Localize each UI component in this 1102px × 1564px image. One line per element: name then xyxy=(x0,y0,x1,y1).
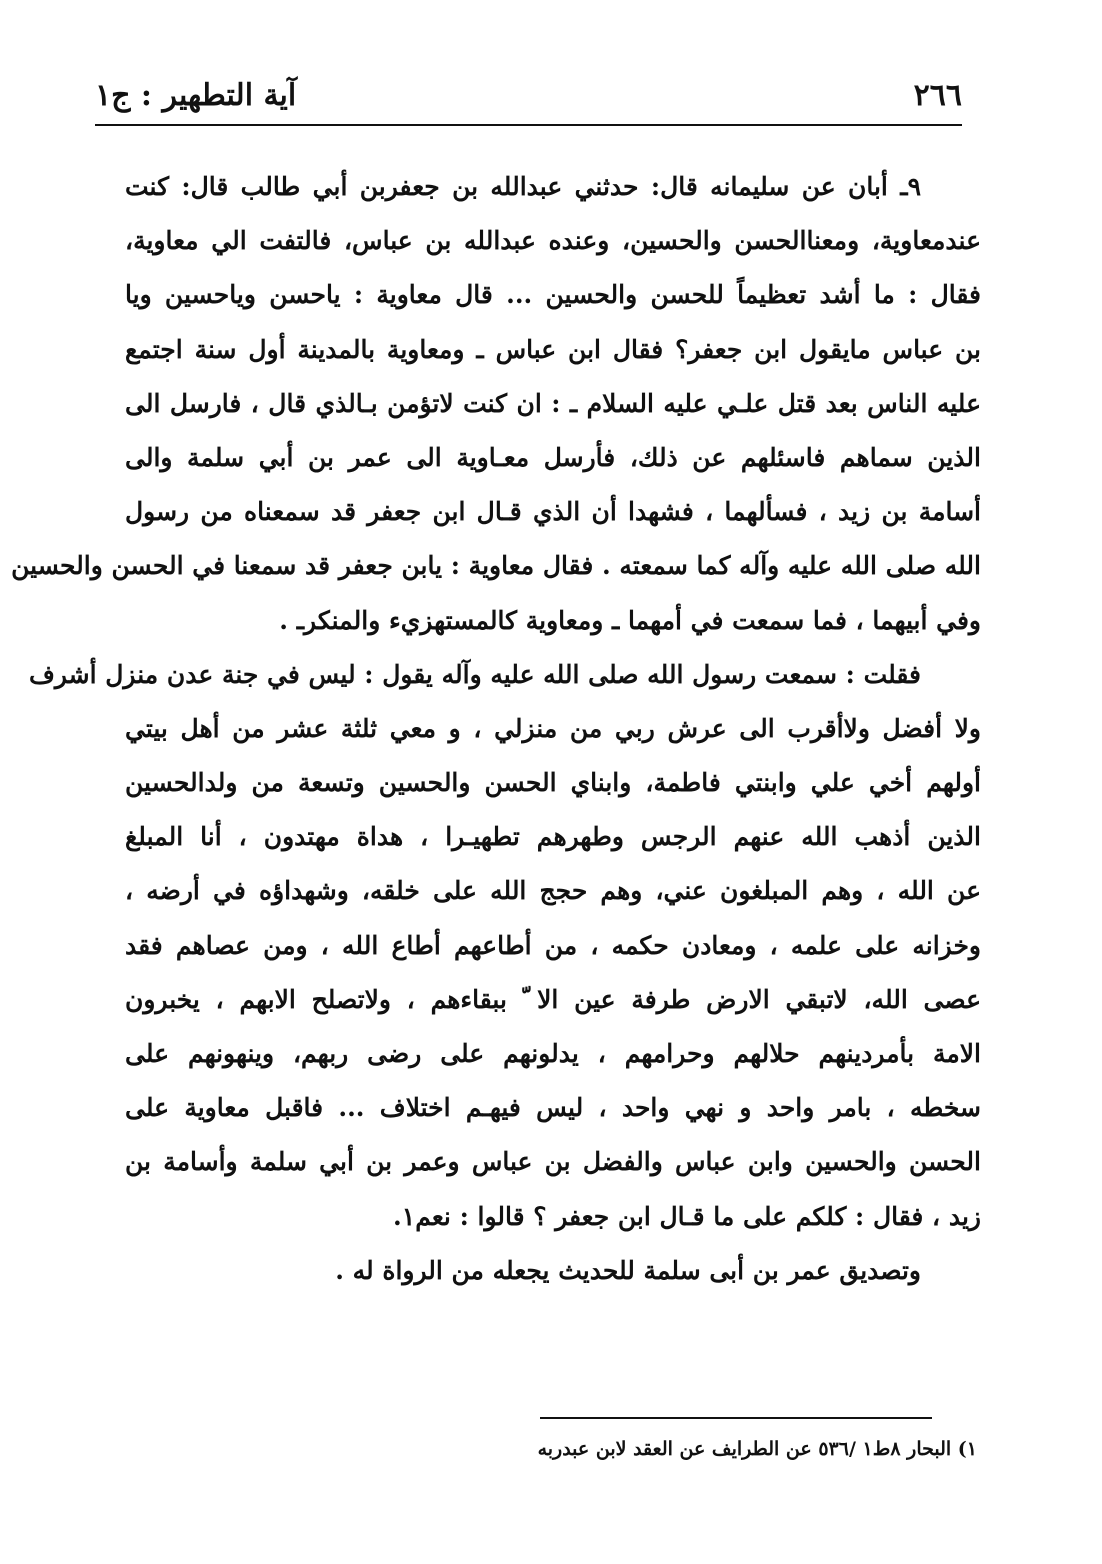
text-line: الامة بأمردينهم حلالهم وحرامهم ، يدلونهم على رضى ربهم، وينهونهم على xyxy=(125,1039,981,1068)
text-line: زيد ، فقال : كلكم على ما قـال ابن جعفر ؟ قالوا : نعم١. xyxy=(393,1201,981,1231)
text-line: أسامة بن زيد ، فسألهما ، فشهدا أن الذي قـال ابن جعفر قد سمعناه من رسول xyxy=(125,497,981,527)
text-line: وخزانه على علمه ، ومعادن حكمه ، من أطاعهم أطاع الله ، ومن عصاهم فقد xyxy=(125,930,981,960)
text-line: بن عباس مايقول ابن جعفر؟ فقال ابن عباس ـ ومعاوية بالمدينة أول سنة اجتمع xyxy=(125,334,982,364)
text-line: فقال : ما أشد تعظيماً للحسن والحسين ... قال معاوية : ياحسن وياحسين ويا xyxy=(125,280,981,310)
page-header xyxy=(95,70,962,120)
running-title: آية التطهير : ج١ xyxy=(95,77,297,113)
text-line: الذين سماهم فاسئلهم عن ذلك، فأرسل معـاوية الى عمر بن أبي سلمة والى xyxy=(125,442,981,472)
text-line: سخطه ، بامر واحد و نهي واحد ، ليس فيهـم اختلاف ... فاقبل معاوية على xyxy=(125,1093,981,1123)
footnote-divider xyxy=(540,1417,932,1419)
text-line: ٩ـ أبان عن سليمانه قال: حدثني عبدالله بن جعفربن أبي طالب قال: كنت xyxy=(125,172,921,201)
text-line: عن الله ، وهم المبلغون عني، وهم حجج الله على خلقه، وشهداؤه في أرضه ، xyxy=(125,876,981,906)
footnote: ١) البحار ٨ط١ /٥٣٦ عن الطرايف عن العقد لابن عبدربه xyxy=(537,1438,977,1460)
text-line: فقلت : سمعت رسول الله صلى الله عليه وآله يقول : ليس في جنة عدن منزل أشرف xyxy=(28,659,921,689)
page-number: ٢٦٦ xyxy=(913,77,962,113)
header-divider xyxy=(95,124,962,126)
text-line: الذين أذهب الله عنهم الرجس وطهرهم تطهيـرا ، هداة مهتدون ، أنا المبلغ xyxy=(125,822,981,852)
text-line: عصى الله، لاتبقي الارض طرفة عين الا ّ ببقاءهم ، ولاتصلح الابهم ، يخبرون xyxy=(125,984,981,1014)
main-text xyxy=(11,160,982,1298)
text-line: ولا أفضل ولاأقرب الى عرش ربي من منزلي ، و معي ثلثة عشر من أهل بيتي xyxy=(125,713,981,743)
text-line: وتصديق عمر بن أبى سلمة للحديث يجعله من الرواة له . xyxy=(335,1255,921,1285)
text-line: عليه الناس بعد قتل علـي عليه السلام ـ : ان كنت لاتؤمن بـالذي قال ، فارسل الى xyxy=(125,388,981,418)
text-line: الحسن والحسين وابن عباس والفضل بن عباس وعمر بن أبي سلمة وأسامة بن xyxy=(125,1147,981,1177)
text-line: وفي أبيهما ، فما سمعت في أمهما ـ ومعاوية كالمستهزيء والمنكرـ . xyxy=(279,605,981,635)
text-line: عندمعاوية، ومعناالحسن والحسين، وعنده عبدالله بن عباس، فالتفت الي معاوية، xyxy=(125,226,981,256)
text-line: أولهم أخي علي وابنتي فاطمة، وابناي الحسن والحسين وتسعة من ولدالحسين xyxy=(125,768,981,798)
text-line: الله صلى الله عليه وآله كما سمعته . فقال معاوية : يابن جعفر قد سمعنا في الحسن والحسين xyxy=(11,551,981,581)
